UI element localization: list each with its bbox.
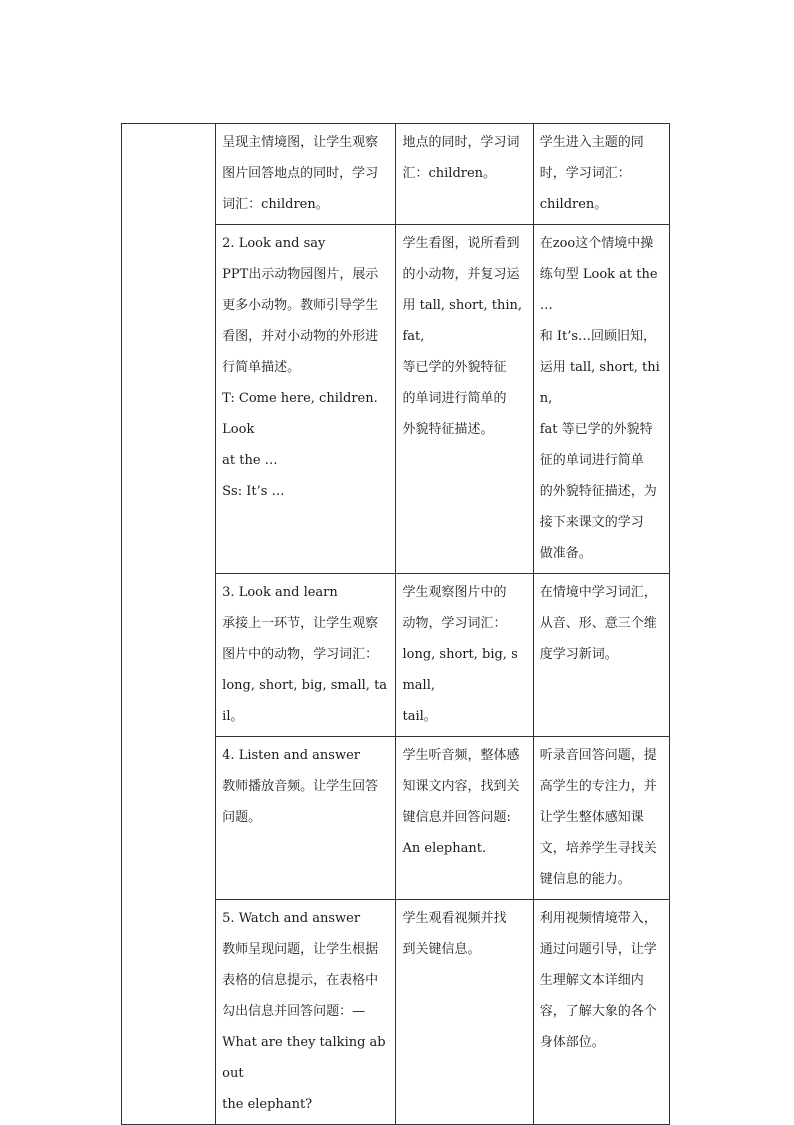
text-line: 生理解文本详细内 (539, 973, 644, 988)
text-line: 到关键信息。 (402, 942, 481, 957)
text-line: 呈现主情境图，让学生观察 (222, 135, 379, 150)
text-line: 勾出信息并回答问题：— (222, 1004, 366, 1019)
table-row (122, 124, 670, 225)
text-line: 键信息的能力。 (539, 872, 631, 887)
text-line: 在情境中学习词汇， (539, 585, 657, 600)
text-line: 练句型 Look at the … (539, 267, 658, 313)
text-line: An elephant. (402, 841, 487, 856)
text-line: 学生看图，说所看到 (402, 236, 520, 251)
text-line: 的外貌特征描述，为 (539, 484, 657, 499)
text-line: 4. Listen and answer (222, 748, 360, 763)
text-line: 征的单词进行简单 (539, 453, 644, 468)
teacher-activity-cell (216, 574, 396, 737)
text-line: 从音、形、意三个维 (539, 616, 657, 631)
text-line: the elephant? (222, 1097, 313, 1112)
text-line: 利用视频情境带入， (539, 911, 657, 926)
text-line: 知课文内容，找到关 (402, 779, 520, 794)
text-line: 表格的信息提示，在表格中 (222, 973, 379, 988)
purpose-cell (533, 900, 669, 1125)
text-line: 在zoo这个情境中操 (539, 236, 654, 251)
text-line: 看图，并对小动物的外形进 (222, 329, 379, 344)
text-line: 词汇：children。 (222, 197, 329, 212)
student-activity-cell (396, 225, 533, 574)
text-line: 度学习新词。 (539, 647, 618, 662)
text-line: 身体部位。 (539, 1035, 605, 1050)
teacher-activity-cell (216, 225, 396, 574)
student-activity-cell (396, 574, 533, 737)
text-line: 图片中的动物，学习词汇： (222, 647, 379, 662)
text-line: 图片回答地点的同时，学习 (222, 166, 379, 181)
student-activity-cell (396, 124, 533, 225)
text-line: 运用 tall, short, thin, (539, 360, 660, 406)
text-line: long, short, big, small, (402, 647, 518, 693)
text-line: 地点的同时，学习词 (402, 135, 520, 150)
text-line: What are they talking about (222, 1035, 386, 1081)
stage-cell (122, 124, 216, 1125)
text-line: 的单词进行简单的 (402, 391, 507, 406)
text-line: 更多小动物。教师引导学生 (222, 298, 379, 313)
purpose-cell (533, 574, 669, 737)
text-line: 学生进入主题的同 (539, 135, 644, 150)
text-line: T: Come here, children. Look (222, 391, 378, 437)
text-line: children。 (539, 197, 608, 212)
text-line: 2. Look and say (222, 236, 326, 251)
student-activity-cell (396, 900, 533, 1125)
text-line: 高学生的专注力，并 (539, 779, 657, 794)
text-line: 5. Watch and answer (222, 911, 361, 926)
text-line: 接下来课文的学习 (539, 515, 644, 530)
text-line: 让学生整体感知课 (539, 810, 644, 825)
lesson-plan-body (122, 124, 670, 1125)
text-line: 键信息并回答问题: (402, 810, 511, 825)
text-line: 学生观察图片中的 (402, 585, 507, 600)
text-line: long, short, big, small, tail。 (222, 678, 388, 724)
teacher-activity-cell (216, 737, 396, 900)
teacher-activity-cell (216, 900, 396, 1125)
text-line: 问题。 (222, 810, 262, 825)
teacher-activity-cell (216, 124, 396, 225)
text-line: 教师播放音频。让学生回答 (222, 779, 379, 794)
text-line: 容，了解大象的各个 (539, 1004, 657, 1019)
text-line: 和 It’s…回顾旧知， (539, 329, 657, 344)
purpose-cell (533, 225, 669, 574)
text-line: 做准备。 (539, 546, 592, 561)
text-line: 等已学的外貌特征 (402, 360, 507, 375)
text-line: 教师呈现问题，让学生根据 (222, 942, 379, 957)
text-line: fat 等已学的外貌特 (539, 422, 653, 437)
text-line: at the … (222, 453, 278, 468)
text-line: 文，培养学生寻找关 (539, 841, 657, 856)
text-line: 3. Look and learn (222, 585, 338, 600)
text-line: 通过问题引导，让学 (539, 942, 657, 957)
text-line: 听录音回答问题，提 (539, 748, 657, 763)
text-line: 外貌特征描述。 (402, 422, 494, 437)
text-line: 承接上一环节，让学生观察 (222, 616, 379, 631)
text-line: 用 tall, short, thin, fat, (402, 298, 523, 344)
purpose-cell (533, 124, 669, 225)
text-line: 的小动物，并复习运 (402, 267, 520, 282)
text-line: PPT出示动物园图片，展示 (222, 267, 379, 282)
lesson-plan-table (121, 123, 670, 1125)
text-line: 学生听音频，整体感 (402, 748, 520, 763)
student-activity-cell (396, 737, 533, 900)
text-line: Ss: It’s … (222, 484, 285, 499)
text-line: 学生观看视频并找 (402, 911, 507, 926)
text-line: 行简单描述。 (222, 360, 301, 375)
text-line: tail。 (402, 709, 437, 724)
text-line: 汇：children。 (402, 166, 497, 181)
text-line: 动物，学习词汇： (402, 616, 507, 631)
text-line: 时，学习词汇： (539, 166, 631, 181)
purpose-cell (533, 737, 669, 900)
